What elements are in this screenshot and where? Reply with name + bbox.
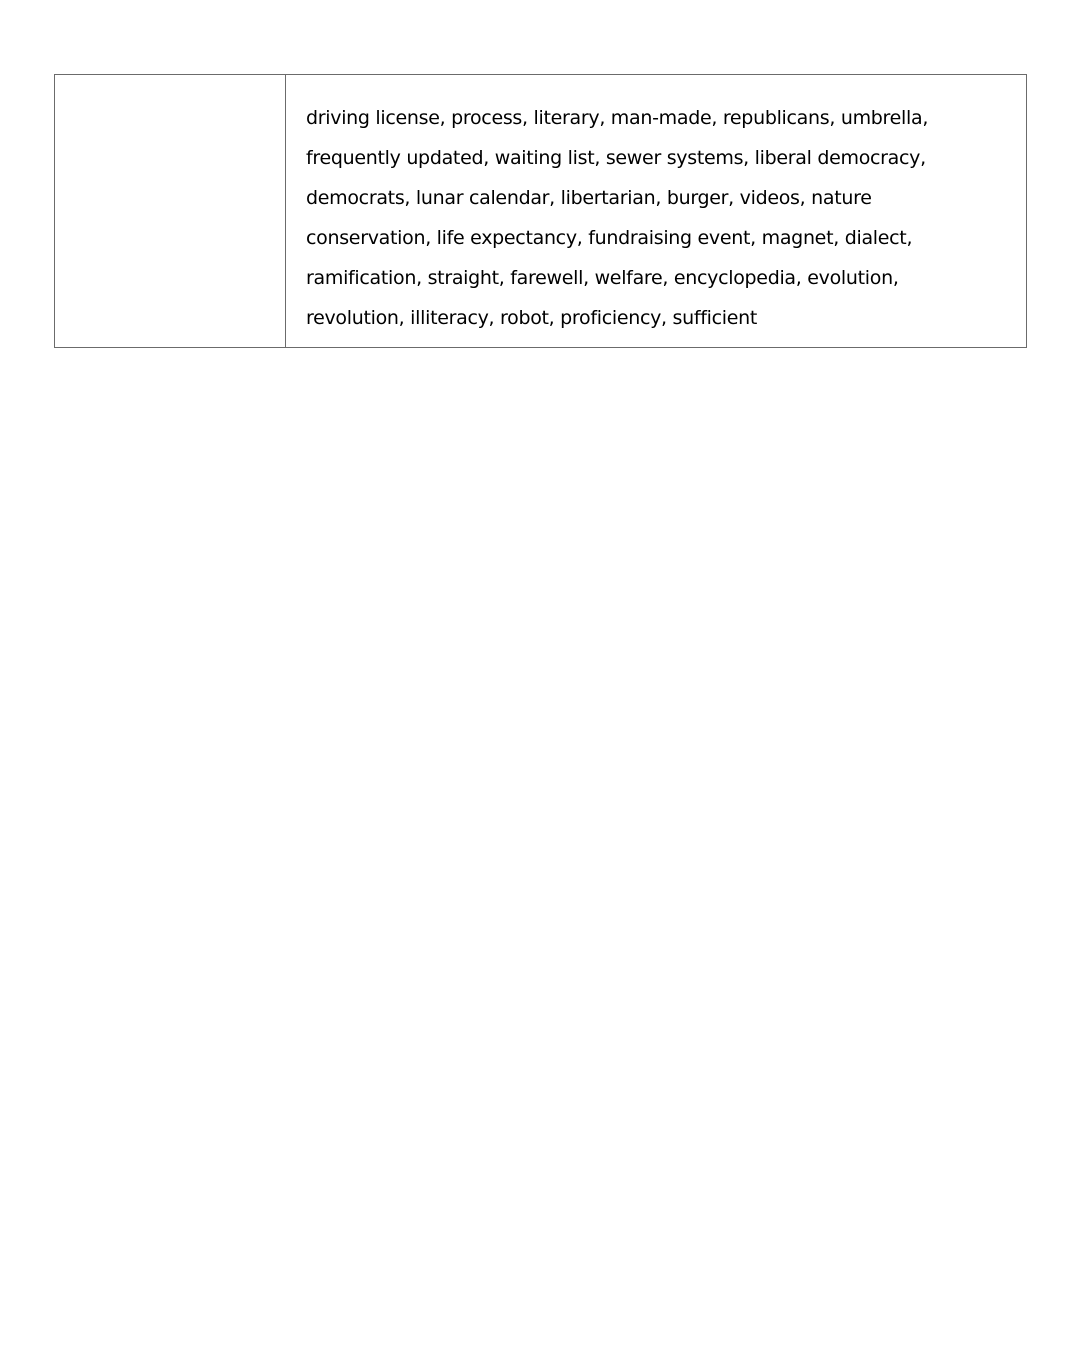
vocabulary-table [54, 74, 1027, 348]
word-list-cell [286, 75, 1027, 348]
word-list [286, 75, 1026, 338]
table-row [55, 75, 1027, 348]
word-line: conservation, life expectancy, fundraising event, magnet, dialect, [306, 227, 913, 249]
word-line: driving license, process, literary, man-made, republicans, umbrella, [306, 107, 929, 129]
word-line: ramification, straight, farewell, welfare, encyclopedia, evolution, [306, 267, 899, 289]
word-line: democrats, lunar calendar, libertarian, burger, videos, nature [306, 187, 872, 209]
word-line: revolution, illiteracy, robot, proficiency, sufficient [306, 307, 758, 329]
empty-label-cell [55, 75, 286, 348]
word-line: frequently updated, waiting list, sewer systems, liberal democracy, [306, 147, 926, 169]
